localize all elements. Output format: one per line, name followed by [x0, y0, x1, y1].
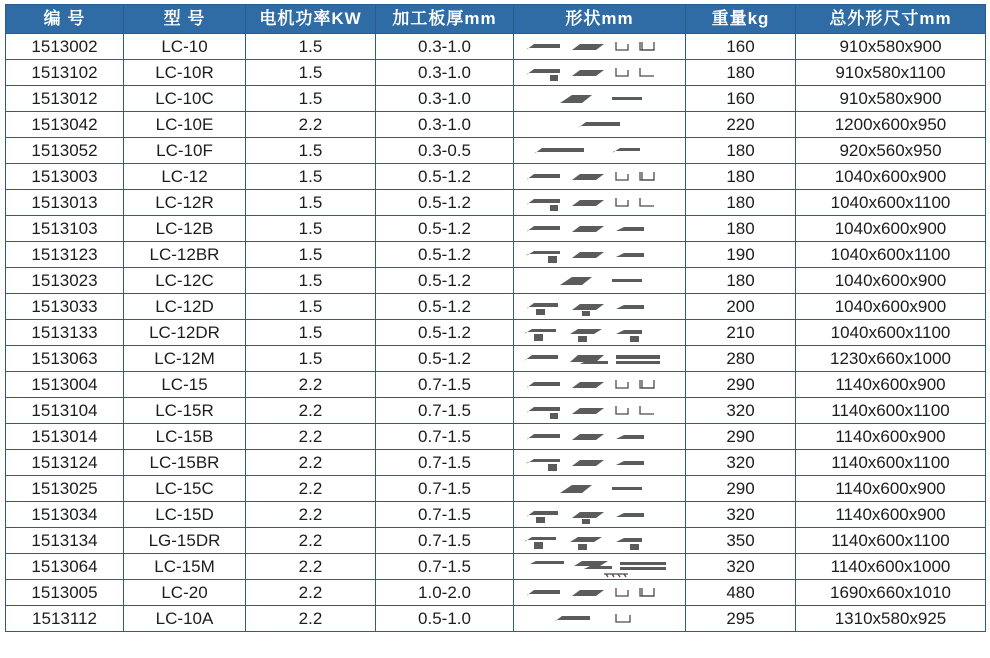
cell-weight: 290	[686, 476, 796, 502]
cell-model: LC-15R	[124, 398, 246, 424]
cell-dimensions: 1140x600x1100	[796, 528, 986, 554]
cell-model: LC-15	[124, 372, 246, 398]
cell-model: LC-10	[124, 34, 246, 60]
cell-power: 2.2	[246, 528, 376, 554]
cell-model: LC-12C	[124, 268, 246, 294]
cell-weight: 180	[686, 60, 796, 86]
profile-shape-icon	[514, 606, 686, 632]
cell-thickness: 0.5-1.0	[376, 606, 514, 632]
cell-dimensions: 1690x660x1010	[796, 580, 986, 606]
column-header-shape: 形状mm	[514, 5, 686, 34]
cell-model: LG-15DR	[124, 528, 246, 554]
profile-shape-icon	[514, 346, 686, 372]
cell-weight: 180	[686, 190, 796, 216]
profile-shape-icon	[514, 528, 686, 554]
table-row	[6, 606, 986, 632]
cell-thickness: 0.7-1.5	[376, 554, 514, 580]
cell-dimensions: 1140x600x900	[796, 372, 986, 398]
table-body	[6, 34, 986, 632]
cell-power: 1.5	[246, 268, 376, 294]
cell-thickness: 0.5-1.2	[376, 346, 514, 372]
cell-weight: 480	[686, 580, 796, 606]
cell-thickness: 0.3-0.5	[376, 138, 514, 164]
table-row	[6, 372, 986, 398]
cell-model: LC-12	[124, 164, 246, 190]
cell-code: 1513014	[6, 424, 124, 450]
cell-model: LC-15D	[124, 502, 246, 528]
cell-thickness: 0.7-1.5	[376, 528, 514, 554]
cell-dimensions: 1040x600x900	[796, 294, 986, 320]
cell-power: 1.5	[246, 60, 376, 86]
cell-dimensions: 1140x600x1100	[796, 398, 986, 424]
cell-thickness: 0.5-1.2	[376, 216, 514, 242]
cell-dimensions: 1230x660x1000	[796, 346, 986, 372]
cell-code: 1513104	[6, 398, 124, 424]
cell-weight: 320	[686, 450, 796, 476]
cell-thickness: 0.3-1.0	[376, 60, 514, 86]
profile-shape-icon	[514, 34, 686, 60]
cell-model: LC-15B	[124, 424, 246, 450]
cell-thickness: 0.5-1.2	[376, 242, 514, 268]
specification-table	[5, 4, 986, 632]
cell-dimensions: 910x580x900	[796, 34, 986, 60]
cell-thickness: 0.5-1.2	[376, 294, 514, 320]
profile-shape-icon	[514, 216, 686, 242]
table-row	[6, 294, 986, 320]
cell-dimensions: 1140x600x900	[796, 476, 986, 502]
cell-dimensions: 1040x600x1100	[796, 242, 986, 268]
column-header-power: 电机功率KW	[246, 5, 376, 34]
cell-dimensions: 910x580x1100	[796, 60, 986, 86]
cell-power: 1.5	[246, 294, 376, 320]
cell-power: 2.2	[246, 502, 376, 528]
cell-dimensions: 1040x600x900	[796, 164, 986, 190]
cell-power: 2.2	[246, 424, 376, 450]
cell-weight: 280	[686, 346, 796, 372]
cell-code: 1513123	[6, 242, 124, 268]
cell-code: 1513023	[6, 268, 124, 294]
cell-dimensions: 1140x600x1000	[796, 554, 986, 580]
cell-power: 2.2	[246, 476, 376, 502]
cell-thickness: 0.3-1.0	[376, 34, 514, 60]
cell-weight: 320	[686, 502, 796, 528]
table-row	[6, 528, 986, 554]
cell-weight: 180	[686, 138, 796, 164]
table-row	[6, 580, 986, 606]
cell-model: LC-10C	[124, 86, 246, 112]
header-row	[6, 5, 986, 34]
cell-thickness: 1.0-2.0	[376, 580, 514, 606]
cell-weight: 180	[686, 216, 796, 242]
cell-model: LC-10A	[124, 606, 246, 632]
table-row	[6, 450, 986, 476]
cell-weight: 160	[686, 34, 796, 60]
cell-power: 1.5	[246, 34, 376, 60]
profile-shape-icon	[514, 86, 686, 112]
cell-thickness: 0.7-1.5	[376, 476, 514, 502]
cell-code: 1513052	[6, 138, 124, 164]
cell-dimensions: 1040x600x1100	[796, 190, 986, 216]
table-row	[6, 476, 986, 502]
cell-weight: 190	[686, 242, 796, 268]
cell-weight: 320	[686, 554, 796, 580]
table-row	[6, 320, 986, 346]
cell-model: LC-10R	[124, 60, 246, 86]
cell-model: LC-12R	[124, 190, 246, 216]
table-row	[6, 502, 986, 528]
cell-weight: 180	[686, 268, 796, 294]
profile-shape-icon	[514, 372, 686, 398]
cell-power: 1.5	[246, 346, 376, 372]
cell-power: 2.2	[246, 398, 376, 424]
cell-code: 1513042	[6, 112, 124, 138]
profile-shape-icon	[514, 398, 686, 424]
table-row	[6, 138, 986, 164]
cell-thickness: 0.5-1.2	[376, 320, 514, 346]
profile-shape-icon	[514, 476, 686, 502]
profile-shape-icon	[514, 60, 686, 86]
cell-thickness: 0.7-1.5	[376, 450, 514, 476]
cell-model: LC-12BR	[124, 242, 246, 268]
cell-weight: 210	[686, 320, 796, 346]
cell-power: 2.2	[246, 112, 376, 138]
cell-dimensions: 1040x600x900	[796, 216, 986, 242]
cell-weight: 290	[686, 424, 796, 450]
cell-model: LC-12M	[124, 346, 246, 372]
cell-code: 1513003	[6, 164, 124, 190]
table-row	[6, 216, 986, 242]
cell-code: 1513134	[6, 528, 124, 554]
cell-thickness: 0.3-1.0	[376, 86, 514, 112]
profile-shape-icon	[514, 138, 686, 164]
cell-code: 1513012	[6, 86, 124, 112]
cell-power: 2.2	[246, 372, 376, 398]
cell-dimensions: 1140x600x900	[796, 424, 986, 450]
cell-power: 1.5	[246, 242, 376, 268]
cell-weight: 350	[686, 528, 796, 554]
cell-dimensions: 910x580x900	[796, 86, 986, 112]
cell-code: 1513004	[6, 372, 124, 398]
cell-code: 1513103	[6, 216, 124, 242]
cell-code: 1513112	[6, 606, 124, 632]
profile-shape-icon	[514, 112, 686, 138]
cell-dimensions: 1040x600x1100	[796, 320, 986, 346]
profile-shape-icon	[514, 320, 686, 346]
cell-model: LC-12B	[124, 216, 246, 242]
cell-model: LC-15C	[124, 476, 246, 502]
cell-code: 1513013	[6, 190, 124, 216]
cell-dimensions: 1310x580x925	[796, 606, 986, 632]
cell-code: 1513025	[6, 476, 124, 502]
cell-code: 1513002	[6, 34, 124, 60]
profile-shape-icon	[514, 242, 686, 268]
table-row	[6, 554, 986, 580]
cell-weight: 290	[686, 372, 796, 398]
cell-power: 2.2	[246, 450, 376, 476]
profile-shape-icon	[514, 424, 686, 450]
table-row	[6, 346, 986, 372]
cell-model: LC-15BR	[124, 450, 246, 476]
cell-weight: 320	[686, 398, 796, 424]
table-row	[6, 164, 986, 190]
column-header-model: 型 号	[124, 5, 246, 34]
cell-dimensions: 1200x600x950	[796, 112, 986, 138]
cell-model: LC-12DR	[124, 320, 246, 346]
cell-code: 1513005	[6, 580, 124, 606]
cell-power: 1.5	[246, 164, 376, 190]
cell-weight: 220	[686, 112, 796, 138]
cell-power: 1.5	[246, 86, 376, 112]
table-row	[6, 242, 986, 268]
profile-shape-icon	[514, 164, 686, 190]
profile-shape-icon	[514, 450, 686, 476]
cell-thickness: 0.3-1.0	[376, 112, 514, 138]
cell-thickness: 0.5-1.2	[376, 190, 514, 216]
cell-code: 1513064	[6, 554, 124, 580]
cell-dimensions: 1140x600x1100	[796, 450, 986, 476]
column-header-code: 编 号	[6, 5, 124, 34]
column-header-dimensions: 总外形尺寸mm	[796, 5, 986, 34]
table-row	[6, 190, 986, 216]
column-header-weight: 重量kg	[686, 5, 796, 34]
cell-thickness: 0.7-1.5	[376, 398, 514, 424]
cell-dimensions: 1140x600x900	[796, 502, 986, 528]
cell-code: 1513124	[6, 450, 124, 476]
table-row	[6, 398, 986, 424]
cell-power: 2.2	[246, 580, 376, 606]
cell-model: LC-15M	[124, 554, 246, 580]
cell-code: 1513063	[6, 346, 124, 372]
cell-power: 1.5	[246, 216, 376, 242]
cell-code: 1513102	[6, 60, 124, 86]
cell-weight: 160	[686, 86, 796, 112]
profile-shape-icon	[514, 554, 686, 580]
table-row	[6, 424, 986, 450]
cell-weight: 200	[686, 294, 796, 320]
cell-code: 1513133	[6, 320, 124, 346]
table-row	[6, 268, 986, 294]
table-header	[6, 5, 986, 34]
cell-power: 1.5	[246, 190, 376, 216]
column-header-thickness: 加工板厚mm	[376, 5, 514, 34]
cell-thickness: 0.5-1.2	[376, 268, 514, 294]
table-row	[6, 34, 986, 60]
cell-dimensions: 920x560x950	[796, 138, 986, 164]
cell-weight: 180	[686, 164, 796, 190]
cell-power: 1.5	[246, 138, 376, 164]
cell-model: LC-10F	[124, 138, 246, 164]
cell-model: LC-10E	[124, 112, 246, 138]
cell-thickness: 0.7-1.5	[376, 372, 514, 398]
table-row	[6, 86, 986, 112]
cell-power: 2.2	[246, 554, 376, 580]
cell-power: 1.5	[246, 320, 376, 346]
cell-weight: 295	[686, 606, 796, 632]
cell-code: 1513034	[6, 502, 124, 528]
profile-shape-icon	[514, 268, 686, 294]
cell-power: 2.2	[246, 606, 376, 632]
cell-dimensions: 1040x600x900	[796, 268, 986, 294]
table-row	[6, 60, 986, 86]
table-row	[6, 112, 986, 138]
cell-thickness: 0.7-1.5	[376, 502, 514, 528]
cell-thickness: 0.5-1.2	[376, 164, 514, 190]
cell-code: 1513033	[6, 294, 124, 320]
profile-shape-icon	[514, 294, 686, 320]
cell-thickness: 0.7-1.5	[376, 424, 514, 450]
cell-model: LC-12D	[124, 294, 246, 320]
cell-model: LC-20	[124, 580, 246, 606]
profile-shape-icon	[514, 190, 686, 216]
profile-shape-icon	[514, 580, 686, 606]
profile-shape-icon	[514, 502, 686, 528]
